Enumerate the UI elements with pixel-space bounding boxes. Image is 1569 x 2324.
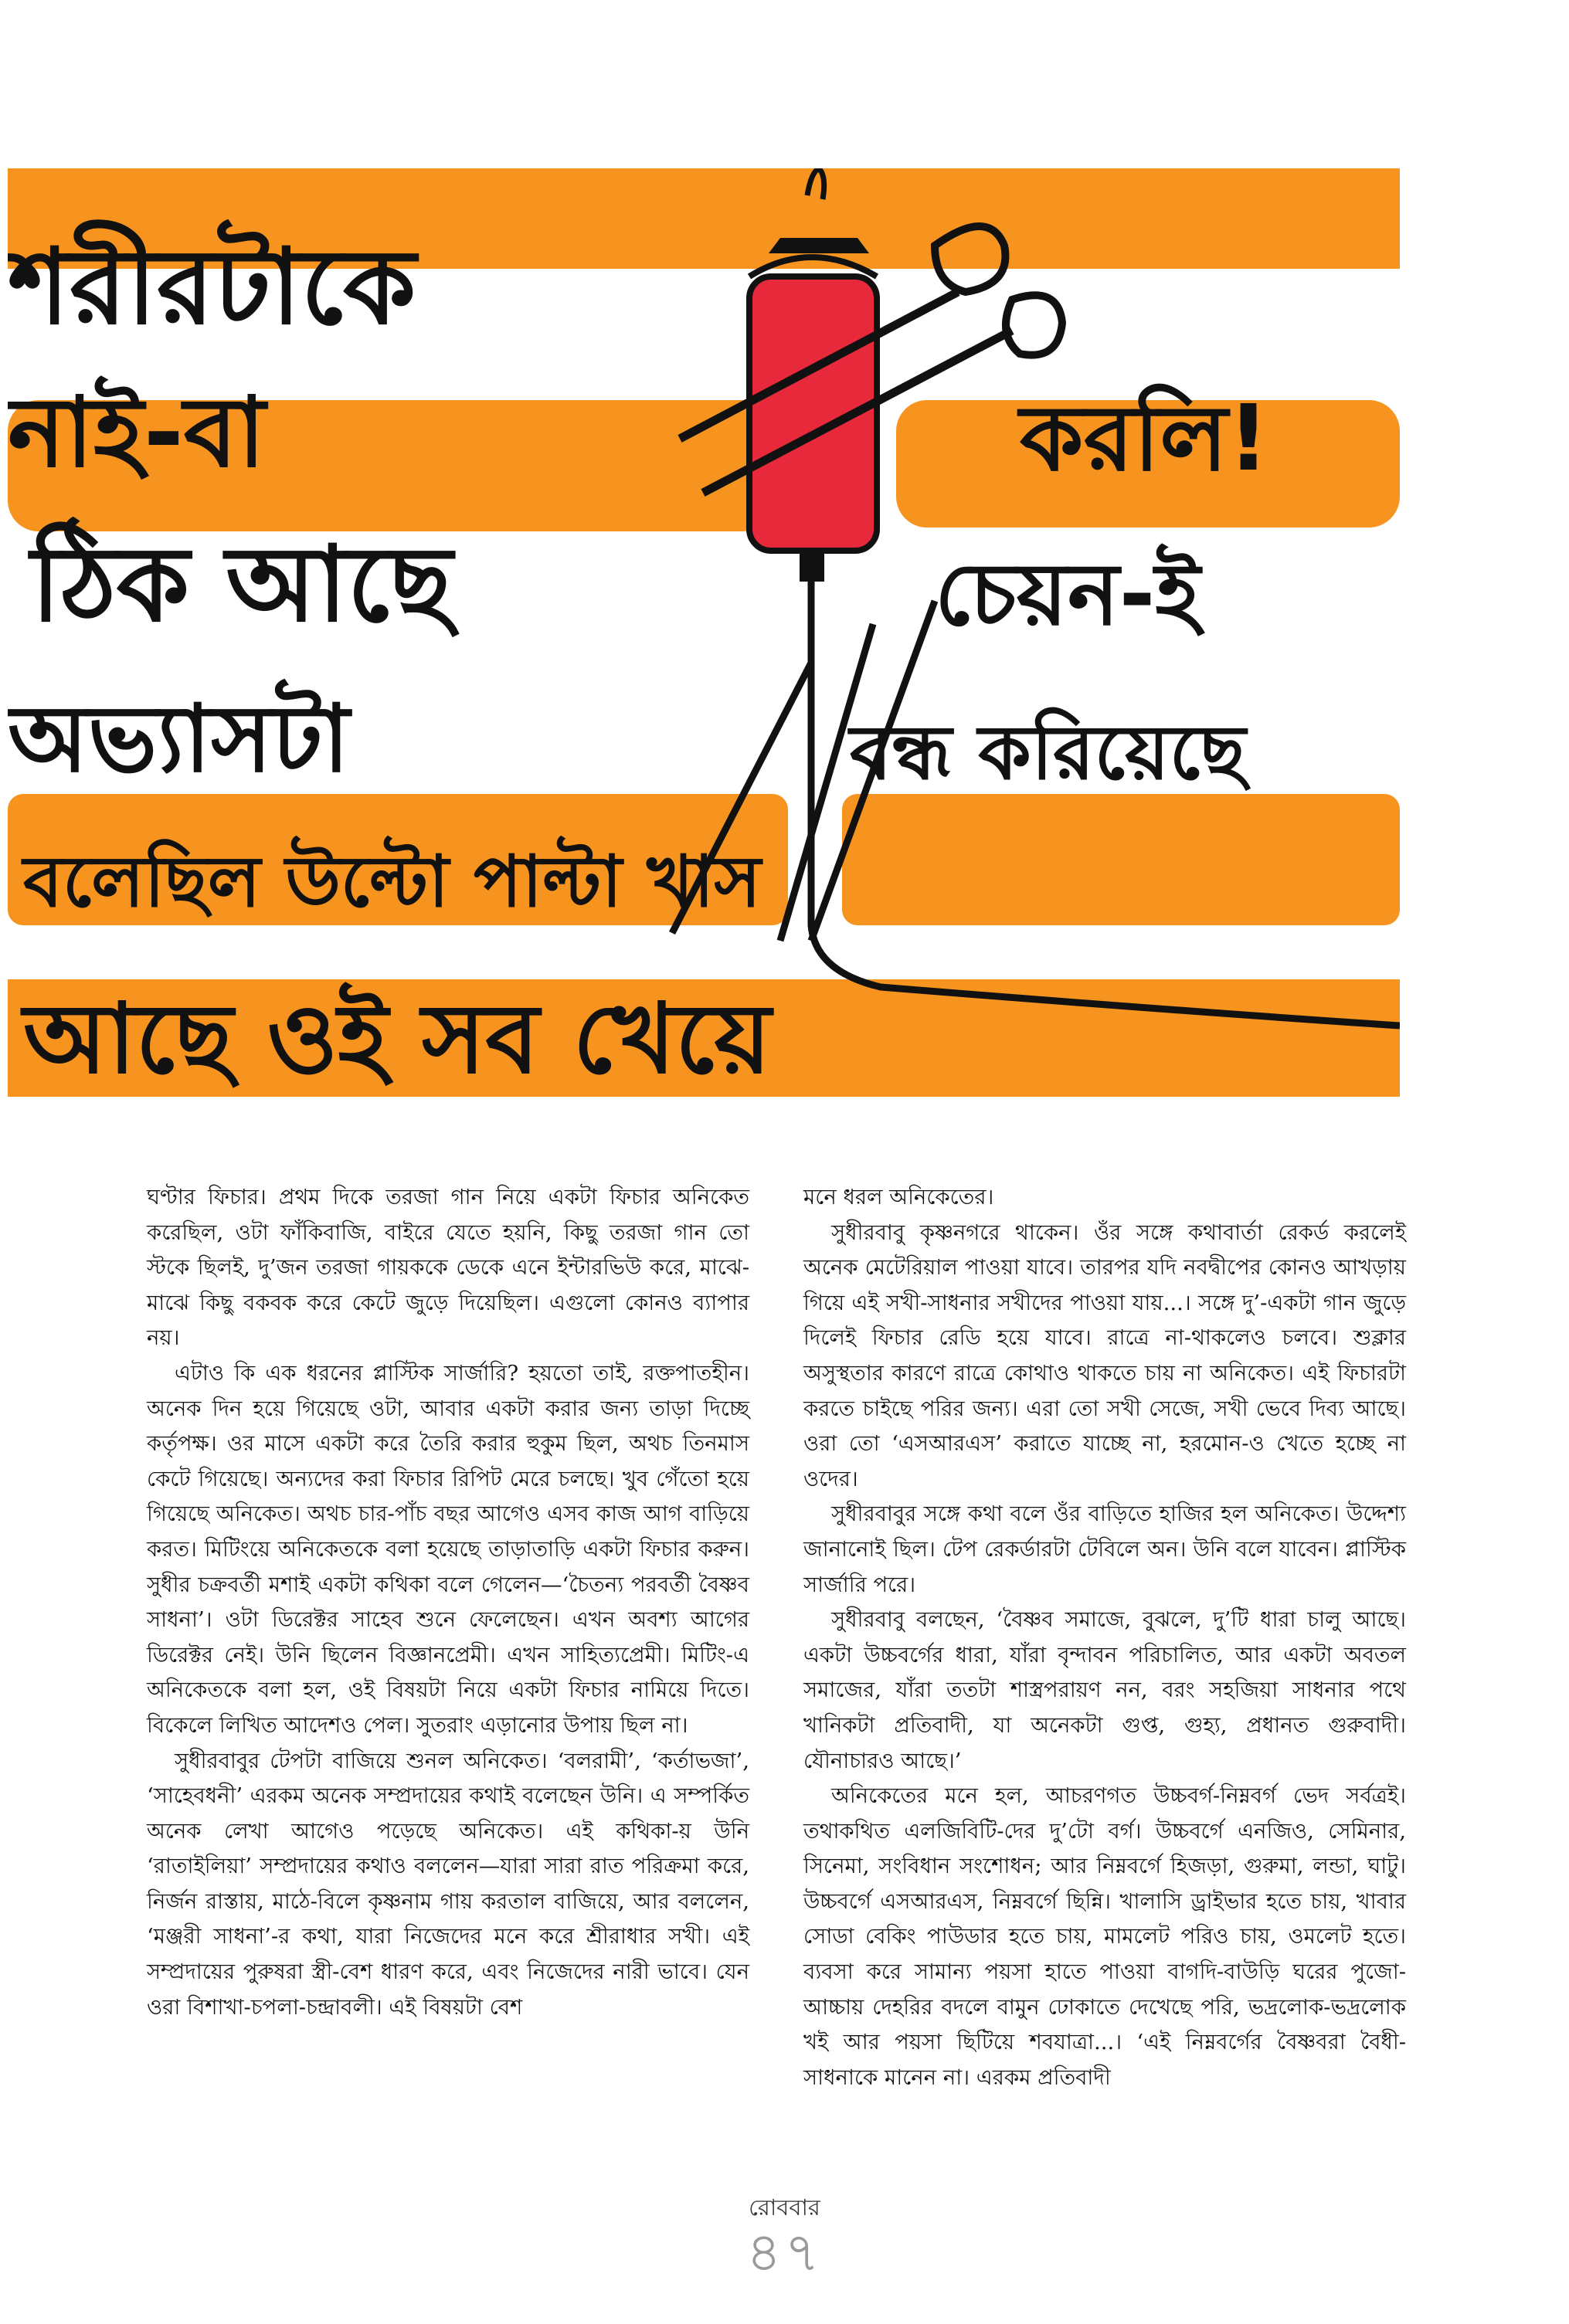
illustration-text: বলেছিল উল্টো পাল্টা খাস (23, 840, 762, 923)
paragraph: সুধীরবাবু কৃষ্ণনগরে থাকেন। ওঁর সঙ্গে কথাবার্তা রেকর্ড করলেই অনেক মেটেরিয়াল পাওয়া যাবে। তারপর যদি নবদ্বীপের কোনও আখড়ায় গিয়ে এই সখী-সাধনার সখীদের পাওয়া যায়...। সঙ্গে দু’-একটা গান জুড়ে দিলেই ফিচার রেডি হয়ে যাবে। রাত্রে না-থাকলেও চলবে। শুক্লার অসুস্থতার কারণে রাত্রে কোথাও থাকতে চায় না অনিকেত। এই ফিচারটা করতে চাইছে পরির জন্য। এরা তো সখী সেজে, সখী ভেবে দিব্য আছে। ওরা তো ‘এসআরএস’ করাতে যাচ্ছে না, হরমোন-ও খেতে হচ্ছে না ওদের। (803, 1220, 1406, 1491)
orange-band (842, 794, 1400, 925)
article-column-right (803, 1180, 1406, 2095)
hero-illustration (8, 168, 1400, 1097)
paragraph: সুধীরবাবু বলছেন, ‘বৈষ্ণব সমাজে, বুঝলে, দু’টি ধারা চালু আছে। একটা উচ্চবর্গের ধারা, যাঁরা বৃন্দাবন পরিচালিত, আর একটা অবতল সমাজের, যাঁরা ততটা শাস্ত্রপরায়ণ নন, বরং সহজিয়া সাধনার পথে খানিকটা প্রতিবাদী, যা অনেকটা গুপ্ত, গুহ্য, প্রধানত গুরুবাদী। যৌনাচারও আছে।’ (803, 1607, 1406, 1773)
illustration-text: শরীরটাকে (8, 226, 416, 348)
illustration-text: বন্ধ করিয়েছে (850, 709, 1246, 797)
illustration-text: ঠিক আছে (31, 524, 453, 645)
page-number: ৪৭ (746, 2221, 823, 2284)
magazine-name: রোববার (749, 2194, 820, 2221)
paragraph: সুধীরবাবুর টেপটা বাজিয়ে শুনল অনিকেত। ‘বলরামী’, ‘কর্তাভজা’, ‘সাহেবধনী’ এরকম অনেক সম্প্রদায়ের কথাই বলেছেন উনি। এ সম্পর্কিত অনেক লেখা আগেও পড়েছে অনিকেত। এই কথিকা-য় উনি ‘রাতাইলিয়া’ সম্প্রদায়ের কথাও বললেন—যারা সারা রাত পরিক্রমা করে, নির্জন রাস্তায়, মাঠে-বিলে কৃষ্ণনাম গায় করতাল বাজিয়ে, আর বললেন, ‘মঞ্জরী সাধনা’-র কথা, যারা নিজেদের মনে করে শ্রীরাধার সখী। এই সম্প্রদায়ের পুরুষরা স্ত্রী-বেশ ধারণ করে, এবং নিজেদের নারী ভাবে। যেন ওরা বিশাখা-চপলা-চন্দ্রাবলী। এই বিষয়টা বেশ (147, 1748, 750, 2020)
page-footer (0, 2193, 1569, 2283)
article-column-left (147, 1180, 749, 2025)
paragraph: অনিকেতের মনে হল, আচরণগত উচ্চবর্গ-নিম্নবর্গ ভেদ সর্বত্রই। তথাকথিত এলজিবিটি-দের দু’টো বর্গ। উচ্চবর্গে এনজিও, সেমিনার, সিনেমা, সংবিধান সংশোধন; আর নিম্নবর্গে হিজড়া, গুরুমা, লন্ডা, ঘাটু। উচ্চবর্গে এসআরএস, নিম্নবর্গে ছিন্নি। খালাসি ড্রাইভার হতে চায়, খাবার সোডা বেকিং পাউডার হতে চায়, মামলেট পরিও চায়, ওমলেট হতে। ব্যবসা করে সামান্য পয়সা হাতে পাওয়া বাগদি-বাউড়ি ঘরের পুজো-আচ্চায় দেহরির বদলে বামুন ঢোকাতে দেখেছে পরি, ভদ্রলোক-ভদ্রলোক খই আর পয়সা ছিটিয়ে শবযাত্রা...। ‘এই নিম্নবর্গের বৈষ্ণবরা বৈধী-সাধনাকে মানেন না। এরকম প্রতিবাদী (803, 1783, 1406, 2090)
paragraph: সুধীরবাবুর সঙ্গে কথা বলে ওঁর বাড়িতে হাজির হল অনিকেত। উদ্দেশ্য জানানোই ছিল। টেপ রেকর্ডারটা টেবিলে অন। উনি বলে যাবেন। প্লাস্টিক সার্জারি পরে। (803, 1501, 1406, 1597)
illustration-text: নাই-বা (8, 377, 266, 489)
paragraph: এটাও কি এক ধরনের প্লাস্টিক সার্জারি? হয়তো তাই, রক্তপাতহীন। অনেক দিন হয়ে গিয়েছে ওটা, আবার একটা করার জন্য তাড়া দিচ্ছে কর্তৃপক্ষ। ওর মাসে একটা করে তৈরি করার হুকুম ছিল, অথচ তিনমাস কেটে গিয়েছে। অন্যদের করা ফিচার রিপিট মেরে চলছে। খুব গেঁতো হয়ে গিয়েছে অনিকেত। অথচ চার-পাঁচ বছর আগেও এসব কাজ আগ বাড়িয়ে করত। মিটিংয়ে অনিকেতকে বলা হয়েছে তাড়াতাড়ি একটা ফিচার করুন। সুধীর চক্রবর্তী মশাই একটা কথিকা বলে গেলেন—‘চৈতন্য পরবর্তী বৈষ্ণব সাধনা’। ওটা ডিরেক্টর সাহেব শুনে ফেলেছেন। এখন অবশ্য আগের ডিরেক্টর নেই। উনি ছিলেন বিজ্ঞানপ্রেমী। এখন সাহিত্যপ্রেমী। মিটিং-এ অনিকেতকে বলা হল, ওই বিষয়টা নিয়ে একটা ফিচার নামিয়ে দিতে। বিকেলে লিখিত আদেশও পেল। সুতরাং এড়ানোর উপায় ছিল না। (147, 1360, 749, 1738)
illustration-text: করলি! (1020, 385, 1269, 491)
paragraph: ঘণ্টার ফিচার। প্রথম দিকে তরজা গান নিয়ে একটা ফিচার অনিকেত করেছিল, ওটা ফাঁকিবাজি, বাইরে যেতে হয়নি, কিছু তরজা গান তো স্টকে ছিলই, দু’জন তরজা গায়ককে ডেকে এনে ইন্টারভিউ করে, মাঝে-মাঝে কিছু বকবক করে কেটে জুড়ে দিয়েছিল। এগুলো কোনও ব্যাপার নয়। (147, 1185, 749, 1351)
illustration-text: অভ্যাসটা (8, 686, 350, 793)
paragraph: মনে ধরল অনিকেতের। (803, 1185, 994, 1209)
illustration-text: চেয়ন-ই (935, 545, 1201, 645)
illustration-text: আছে ওই সব খেয়ে (23, 983, 772, 1095)
